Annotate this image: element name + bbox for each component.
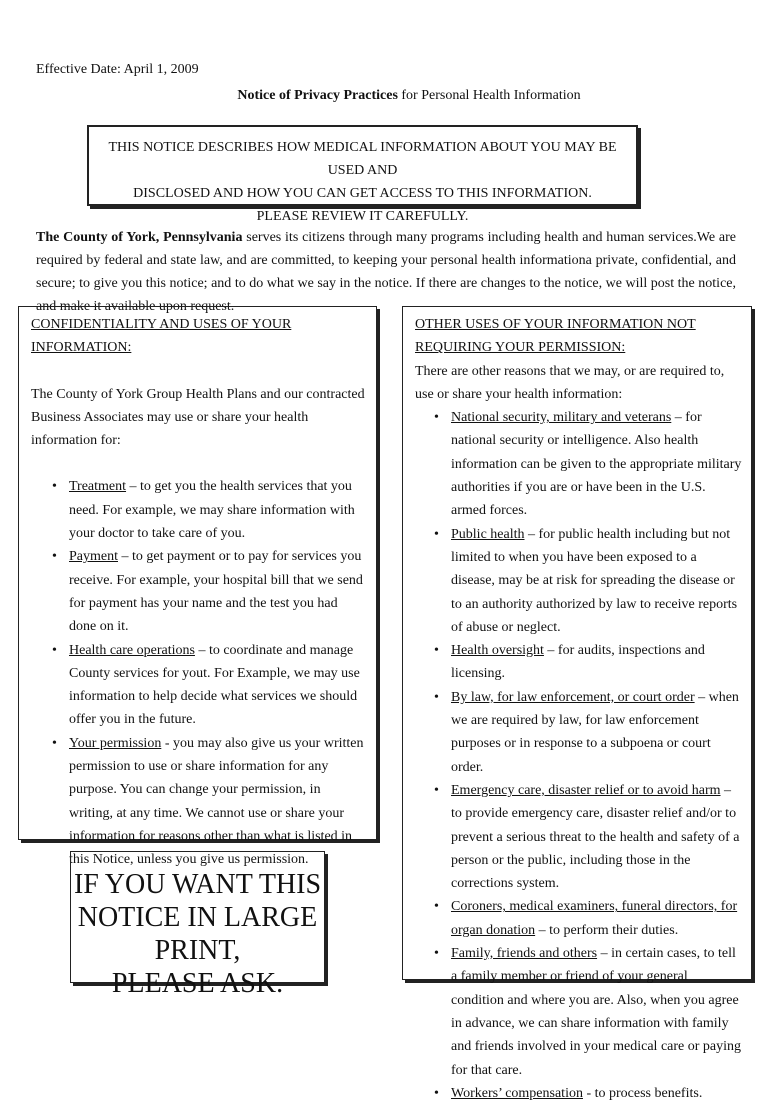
bullet-icon: • [434, 899, 439, 915]
item-text: - you may also give us your written permission to use or share information for any purpose. You can change your permission, in writing, at any time. We cannot use or share your information for reasons other than what is listed in this Notice, unless you give us permission. [69, 735, 364, 868]
item-text: – to get you the health services that you need. For example, we may share information with your doctor to take care of you. [69, 479, 355, 542]
page-title [0, 88, 770, 104]
item-label: Health oversight [451, 643, 544, 659]
bullet-icon: • [434, 643, 439, 659]
confidentiality-intro: The County of York Group Health Plans and our contracted Business Associates may use or share your health information for: [31, 386, 365, 449]
item-text: - to process benefits. [582, 1085, 703, 1101]
list-item [427, 1082, 743, 1105]
list-item [427, 779, 743, 895]
confidentiality-list [31, 475, 368, 871]
bullet-icon: • [434, 1085, 439, 1101]
bullet-icon: • [52, 735, 57, 751]
confidentiality-heading: CONFIDENTIALITY AND USES OF YOUR INFORMATION: [31, 317, 292, 356]
bullet-icon: • [434, 946, 439, 962]
item-label: Public health [451, 526, 525, 542]
large-print-line-2: NOTICE IN LARGE PRINT, [77, 902, 318, 966]
intro-bold: The County of York, Pennsylvania [36, 230, 243, 245]
item-label: Health care operations [69, 642, 195, 658]
banner-line-1: THIS NOTICE DESCRIBES HOW MEDICAL INFORMATION ABOUT YOU MAY BE USED AND [108, 140, 617, 178]
bullet-icon: • [434, 782, 439, 798]
item-text: – to perform their duties. [535, 922, 679, 938]
banner-line-2: DISCLOSED AND HOW YOU CAN GET ACCESS TO THIS INFORMATION. [133, 186, 592, 201]
item-label: Payment [69, 549, 118, 565]
list-item [427, 686, 743, 779]
other-uses-intro: There are other reasons that we may, or are required to, use or share your health information: [415, 363, 725, 402]
item-text: – to provide emergency care, disaster relief and/or to prevent a serious threat to the health and safety of a person or the public, including those in the corrections system. [451, 782, 740, 892]
item-text: – to coordinate and manage County services for yout. For Example, we may use information to help decide what services we should offer you in the future. [69, 642, 360, 728]
intro-rest: serves its citizens through many programs including health and human services.We are required by federal and state law, and are committed, to keeping your personal health informationa private, confidential, and secure; to give you this notice; and to do what we say in the notice. If there are changes to the notice, we will post the notice, and make it available upon request. [36, 230, 736, 314]
list-item [427, 942, 743, 1082]
bullet-icon: • [52, 642, 57, 658]
list-item [427, 523, 743, 639]
item-text: – for national security or intelligence. Also health information can be given to the appropriate military authorities if you are or have been in the U.S. armed forces. [451, 410, 742, 519]
item-label: By law, for law enforcement, or court order [451, 689, 695, 705]
item-label: Family, friends and others [451, 946, 598, 962]
list-item [45, 639, 368, 732]
other-uses-section [402, 306, 752, 1101]
bullet-icon: • [434, 689, 439, 705]
bullet-icon: • [434, 410, 439, 426]
confidentiality-section [18, 306, 377, 868]
item-label: Your permission [69, 735, 162, 751]
list-item [427, 639, 743, 686]
bullet-icon: • [52, 549, 57, 565]
item-text: – when we are required by law, for law enforcement purposes or in response to a subpoena or court order. [451, 689, 739, 775]
list-item [427, 406, 743, 522]
title-bold: Notice of Privacy Practices [237, 88, 398, 103]
item-label: Coroners, medical examiners, funeral directors, for organ donation [451, 899, 738, 938]
notice-banner [87, 125, 638, 224]
item-text: – in certain cases, to tell a family member or friend of your general condition and where you are. Also, when you agree in advance, we can share information with family and friends involved in your medical care or paying for that care. [451, 946, 742, 1078]
item-text: – to get payment or to pay for services you receive. For example, your hospital bill that we send for payment has your name and the test you had done on it. [69, 549, 363, 635]
item-label: Treatment [69, 479, 127, 495]
large-print-line-1: IF YOU WANT THIS [73, 869, 322, 900]
other-uses-list [415, 406, 743, 1105]
list-item [45, 545, 368, 638]
item-label: National security, military and veterans [451, 410, 672, 426]
list-item [45, 475, 368, 545]
list-item [427, 895, 743, 942]
item-label: Emergency care, disaster relief or to avoid harm [451, 782, 721, 798]
title-rest: for Personal Health Information [397, 88, 581, 103]
bullet-icon: • [52, 479, 57, 495]
bullet-icon: • [434, 526, 439, 542]
item-label: Workers’ compensation [451, 1085, 583, 1101]
large-print-box [70, 851, 325, 999]
effective-date: Effective Date: April 1, 2009 [36, 62, 199, 77]
item-text: – for audits, inspections and licensing. [451, 643, 705, 682]
item-text: – for public health including but not limited to when you have been exposed to a disease, may be at risk for spreading the disease or to an authority authorized by law to receive reports of abuse or neglect. [451, 526, 738, 635]
other-uses-heading: OTHER USES OF YOUR INFORMATION NOT REQUIRING YOUR PERMISSION: [415, 317, 696, 356]
intro-paragraph [36, 226, 736, 318]
large-print-line-3: PLEASE ASK. [111, 968, 284, 999]
banner-line-3: PLEASE REVIEW IT CAREFULLY. [256, 209, 469, 224]
